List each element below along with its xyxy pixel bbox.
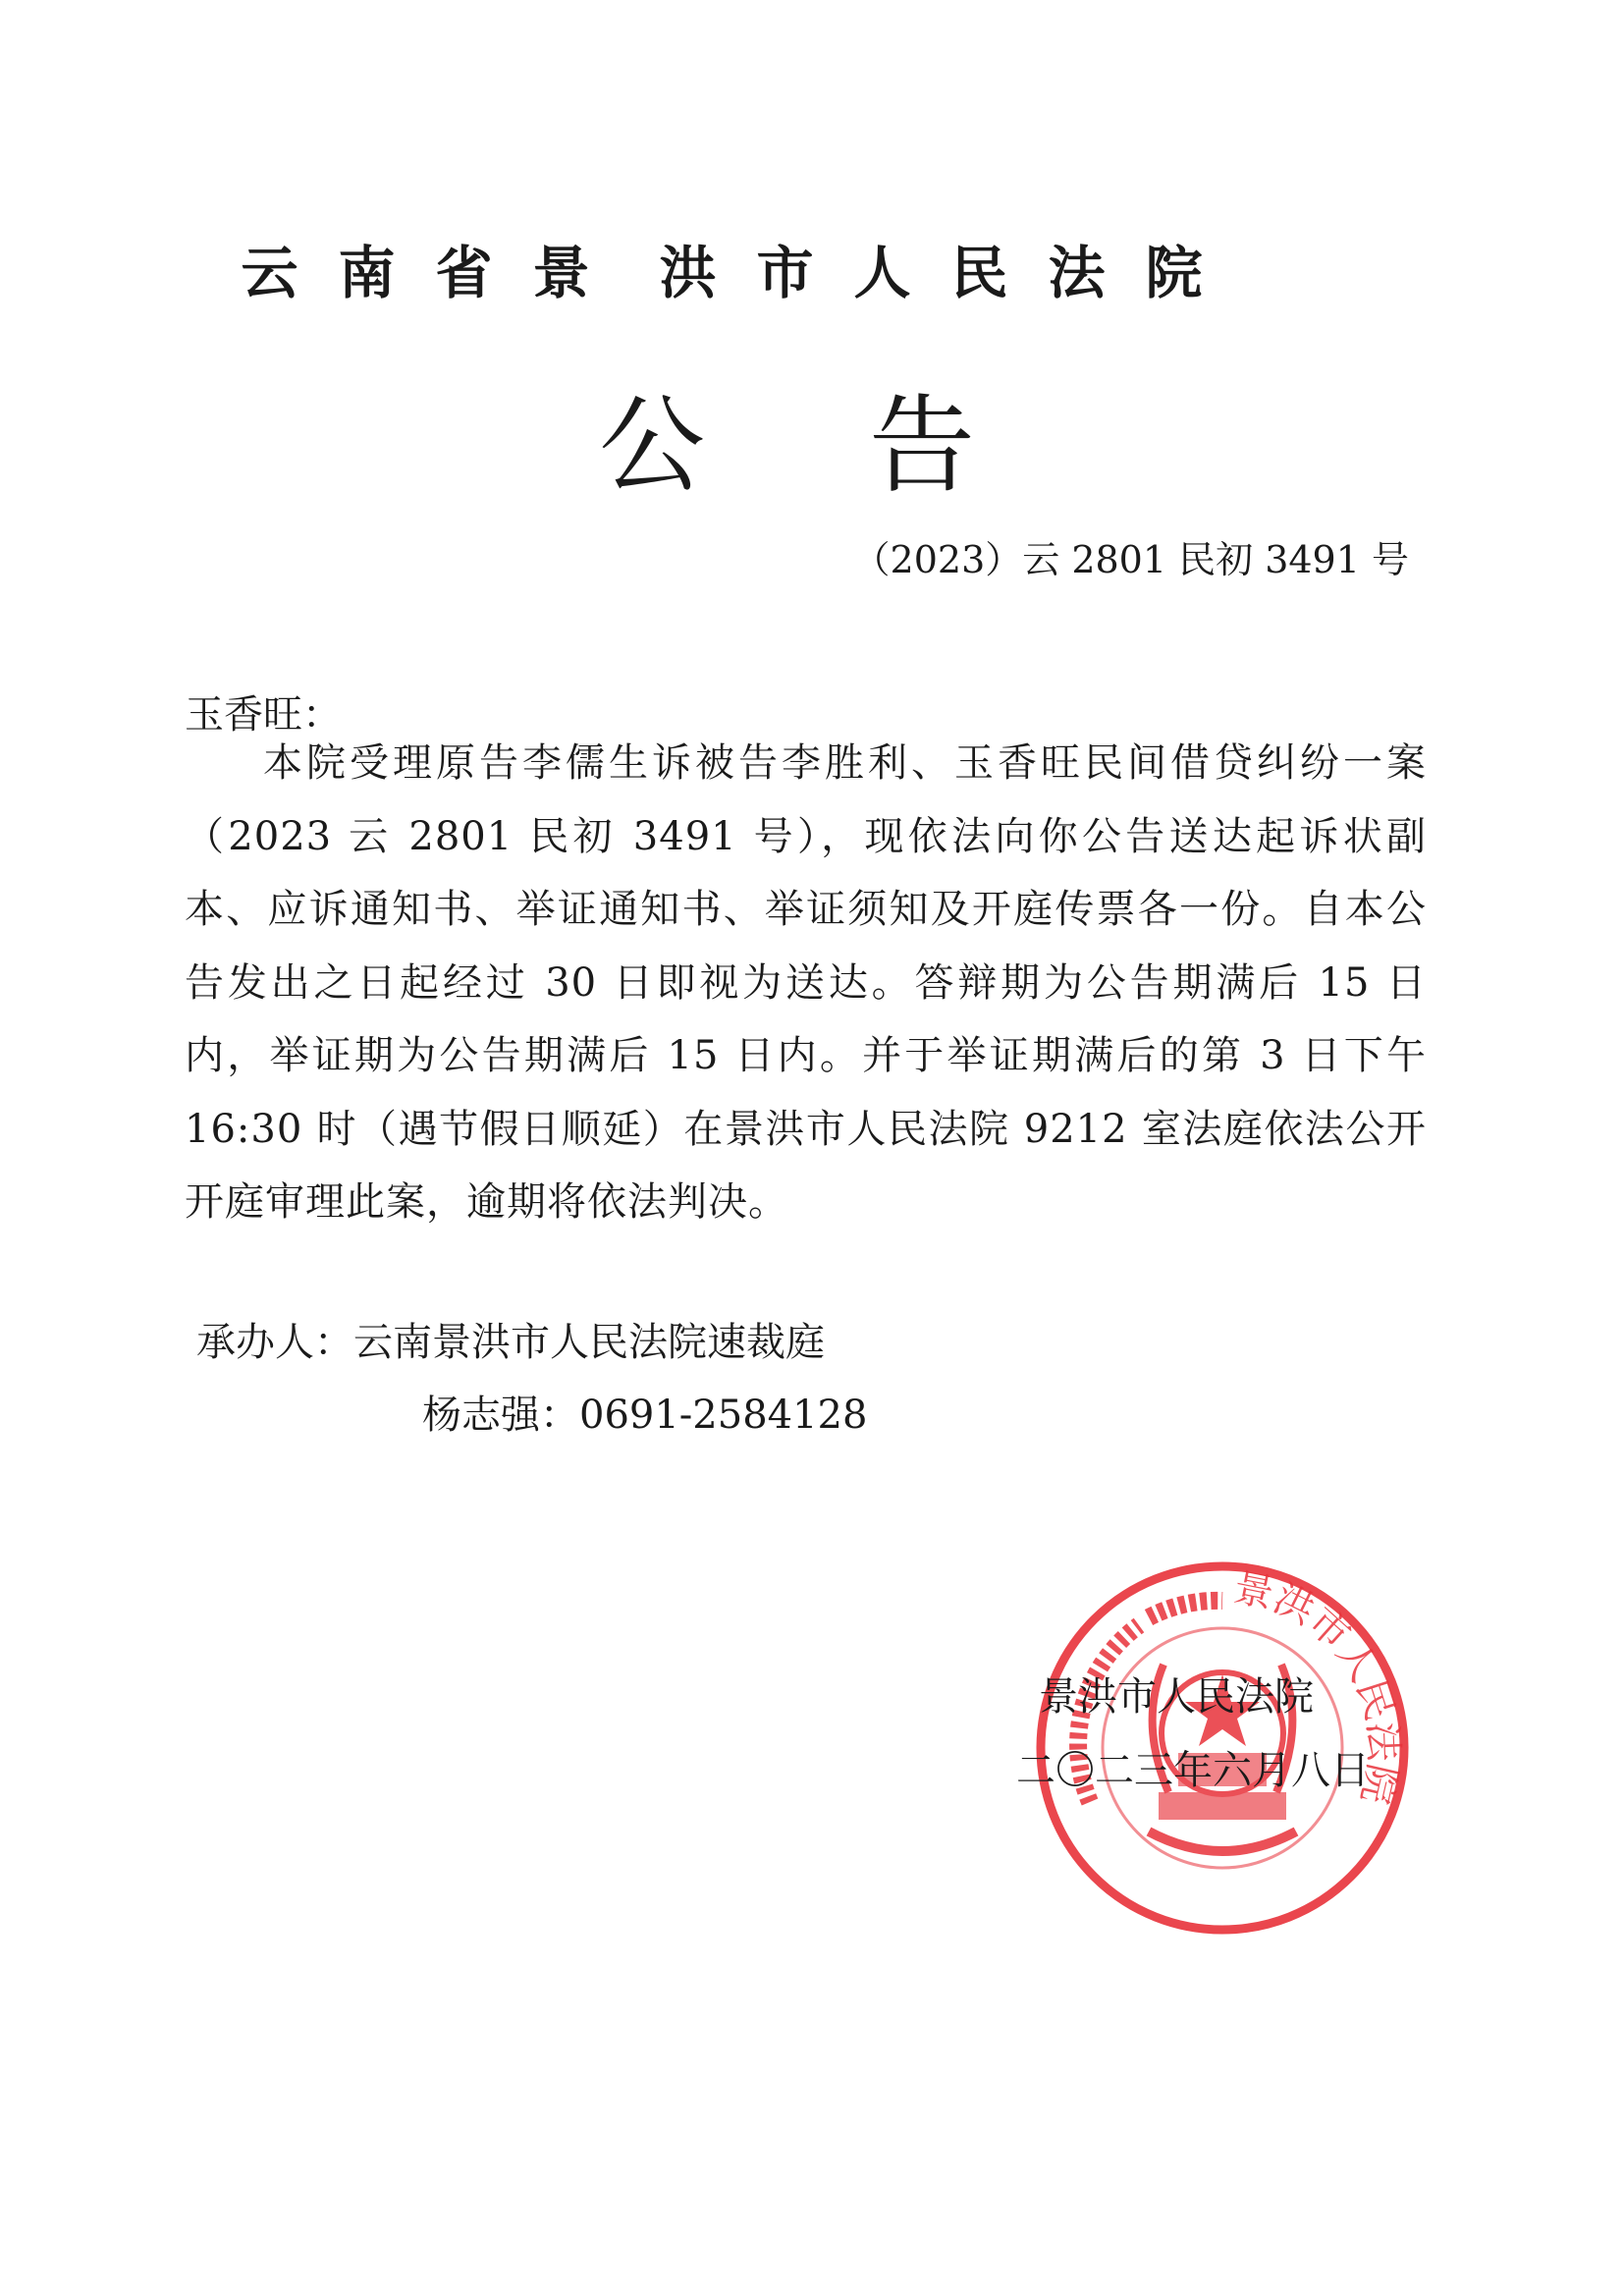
title-char: 告 (869, 385, 976, 508)
case-number: （2023）云 2801 民初 3491 号 (852, 538, 1409, 581)
seal-text: 景洪市人民法院 (1229, 1564, 1406, 1809)
court-name-char: 市 (756, 240, 814, 306)
court-name-char: 民 (950, 240, 1008, 306)
court-name-char: 景 (532, 240, 590, 306)
court-name-char: 南 (338, 240, 396, 306)
signature-date: 二〇二三年六月八日 (1016, 1748, 1370, 1793)
contact-block (196, 1306, 867, 1451)
court-name-char: 云 (241, 240, 298, 306)
signature-court: 景洪市人民法院 (1039, 1674, 1314, 1720)
court-name-char: 人 (853, 240, 911, 306)
handler-line: 承办人：云南景洪市人民法院速裁庭 (196, 1320, 825, 1365)
contact-person-line: 杨志强：0691-2584128 (422, 1393, 868, 1438)
document-title (599, 383, 1011, 511)
notice-body: 本院受理原告李儒生诉被告李胜利、玉香旺民间借贷纠纷一案（2023 云 2801 民初 3491 号），现依法向你公告送达起诉状副本、应诉通知书、举证通知书、举证须知及开庭传票各一份。自本公告发出之日起经过 30 日即视为送达。答辩期为公告期满后 15 日内，举证期为公告期满后 15 日内。并于举证期满后的第 3 日下午 16:30 时（遇节假日顺延）在景洪市人民法院 9212 室法庭依法公开开庭审理此案，逾期将依法判决。 (185, 740, 1427, 1225)
court-name-char: 院 (1145, 240, 1203, 306)
court-name-heading (221, 234, 1399, 312)
court-name-char: 法 (1048, 240, 1106, 306)
court-name-char: 洪 (659, 240, 717, 306)
title-char: 公 (599, 385, 706, 508)
addressee: 玉香旺： (185, 692, 342, 738)
court-name-char: 省 (435, 240, 493, 306)
